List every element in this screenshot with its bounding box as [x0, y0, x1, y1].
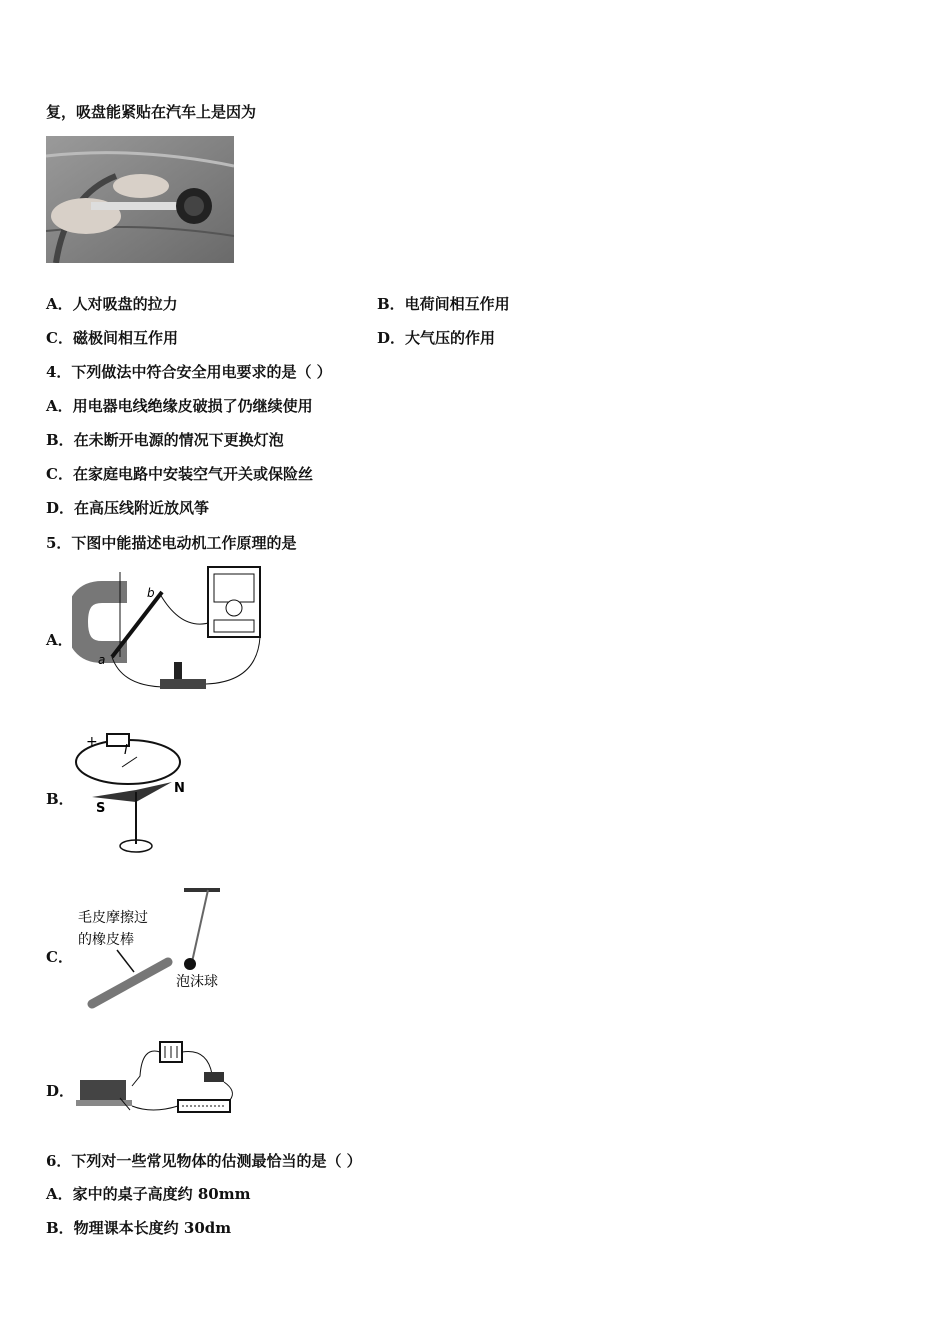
q5-label-a: A．	[46, 631, 73, 649]
suction-cup-photo	[46, 136, 234, 263]
q3-option-b: B．电荷间相互作用	[377, 295, 510, 313]
q3-option-c: C．磁极间相互作用	[46, 329, 178, 347]
q5-figure-b-compass-wire	[72, 722, 200, 860]
q3-intro: 复，吸盘能紧贴在汽车上是因为	[46, 103, 257, 121]
q6-option-b: B．物理课本长度约 30dm	[46, 1219, 232, 1237]
fig-c-rod-line2: 的橡皮棒	[78, 932, 134, 948]
fig-a-label-a: a	[98, 653, 106, 667]
q4-option-b: B．在未断开电源的情况下更换灯泡	[46, 431, 284, 449]
fig-b-south: S	[96, 801, 106, 816]
q5-label-d: D．	[46, 1082, 75, 1100]
q6-stem: 6．下列对一些常见物体的估测最恰当的是（ ）	[46, 1152, 362, 1170]
fig-c-ball: 泡沫球	[176, 974, 218, 990]
fig-a-label-b: b	[147, 586, 155, 600]
q5-figure-c-rubber-rod	[72, 882, 232, 1017]
q4-option-d: D．在高压线附近放风筝	[46, 499, 210, 517]
q3-option-a: A．人对吸盘的拉力	[46, 295, 178, 313]
fig-b-north: N	[174, 781, 185, 796]
q3-option-d: D．大气压的作用	[377, 329, 496, 347]
q5-label-c: C．	[46, 948, 73, 966]
q4-option-a: A．用电器电线绝缘皮破损了仍继续使用	[46, 397, 313, 415]
q5-label-b: B．	[46, 790, 74, 808]
fig-b-plus: +	[86, 734, 98, 750]
q4-option-c: C．在家庭电路中安装空气开关或保险丝	[46, 465, 313, 483]
q5-figure-a-magnet-circuit	[72, 562, 272, 702]
q6-option-a: A．家中的桌子高度约 80mm	[46, 1185, 251, 1203]
q5-figure-d-circuit	[72, 1036, 238, 1124]
q4-stem: 4．下列做法中符合安全用电要求的是（ ）	[46, 363, 332, 381]
fig-c-rod-line1: 毛皮摩擦过	[78, 910, 148, 926]
q5-stem: 5．下图中能描述电动机工作原理的是	[46, 534, 297, 552]
fig-b-current: I	[124, 743, 128, 758]
